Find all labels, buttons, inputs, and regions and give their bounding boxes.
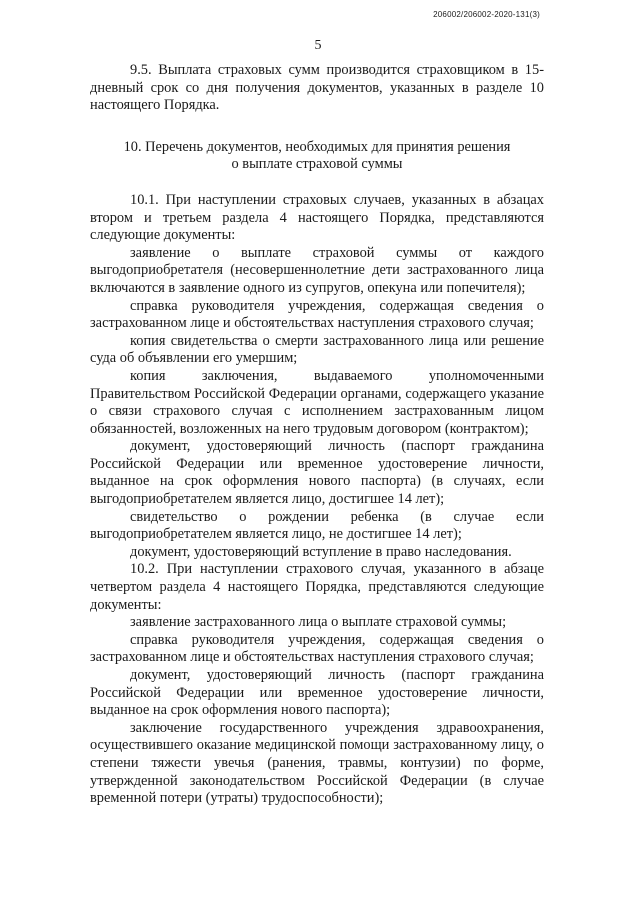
paragraph-10-1: 10.1. При наступлении страховых случаев, указанных в абзацах втором и третьем раздела 4 настоящего Порядка, представляются следующие документы: [90, 191, 544, 244]
list-item: справка руководителя учреждения, содержащая сведения о застрахованном лице и обстоятельствах наступления страхового случая; [90, 631, 544, 666]
page-number: 5 [314, 38, 322, 53]
list-item: заявление застрахованного лица о выплате страховой суммы; [130, 614, 507, 631]
document-id: 206002/206002-2020-131(3) [433, 10, 540, 19]
document-body [90, 62, 544, 808]
paragraph-10-2: 10.2. При наступлении страхового случая, указанного в абзаце четвертом раздела 4 настоящего Порядка, представляются следующие документы: [90, 561, 544, 613]
list-item: заключение государственного учреждения здравоохранения, осуществившего оказание медицинской помощи застрахованному лицу, о степени тяжести увечья (ранения, травмы, контузии) по форме, утвержденной законодательством Российской Федерации (в случае временной потери (утраты) трудоспособности); [90, 719, 544, 807]
section-10-title-line-1: 10. Перечень документов, необходимых для принятия решения [123, 138, 511, 155]
list-item: документ, удостоверяющий личность (паспорт гражданина Российской Федерации или временное удостоверение личности, выданное на срок оформления нового паспорта) (в случаях, если выгодоприобретателем является лицо, достигшее 14 лет); [90, 438, 544, 508]
section-10-title-line-2: о выплате страховой суммы [231, 156, 403, 173]
list-item: заявление о выплате страховой суммы от каждого выгодоприобретателя (несовершеннолетние дети застрахованного лица включаются в заявление одного из супругов, опекуна или попечителя); [90, 244, 544, 296]
list-item: копия свидетельства о смерти застрахованного лица или решение суда об объявлении его умершим; [90, 332, 544, 367]
paragraph-9-5: 9.5. Выплата страховых сумм производится страховщиком в 15-дневный срок со дня получения документов, указанных в разделе 10 настоящего Порядка. [90, 62, 544, 114]
list-item: копия заключения, выдаваемого уполномоченными Правительством Российской Федерации органами, содержащего указание о связи страхового случая с исполнением застрахованным лицом обязанностей, возложенных на него трудовым договором (контрактом); [90, 367, 544, 437]
list-item: справка руководителя учреждения, содержащая сведения о застрахованном лице и обстоятельствах наступления страхового случая; [90, 297, 544, 332]
list-item: документ, удостоверяющий личность (паспорт гражданина Российской Федерации или временное удостоверение личности, выданное на срок оформления нового паспорта); [90, 667, 544, 719]
list-item: документ, удостоверяющий вступление в право наследования. [130, 543, 512, 560]
spacer [90, 174, 544, 192]
spacer [90, 115, 544, 139]
list-item: свидетельство о рождении ребенка (в случае если выгодоприобретателем является лицо, не достигшее 14 лет); [90, 508, 544, 543]
